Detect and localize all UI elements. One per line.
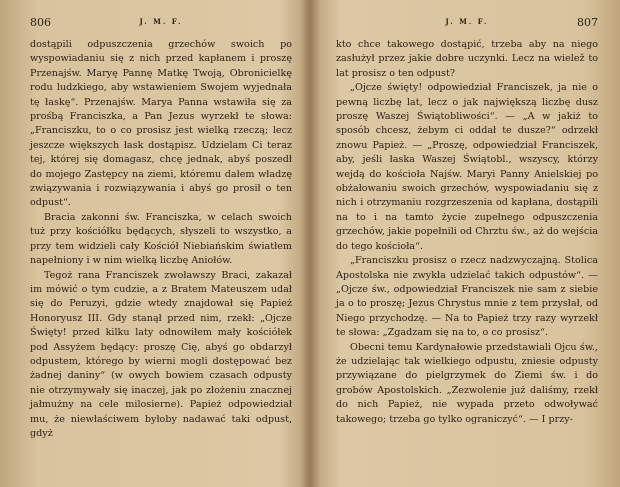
paragraph: Tegoż rana Franciszek zwoławszy Braci, zakazał im mówić o tym cudzie, a z Bratem Mateuszem udał się do Peruzyi, gdzie wtedy znajdował się Papież Honoryusz III. Gdy stanął przed nim, rzekł: „Ojcze Święty! przed kilku laty odnowiłem mały kościółek pod Assyżem będący: proszę Cię, abyś go obdarzył odpustem, którego by wierni mogli dostępować bez żadnej daniny“ (w owych bowiem czasach odpusty nie otrzymywały się inaczej, jak po złożeniu znacznej jałmużny na cele milosierne). Papież odpowiedział mu, że niewłaściwem byłoby nadawać taki odpust, gdyż <box>30 269 292 439</box>
page-number: 806 <box>30 16 51 29</box>
right-page-body <box>336 38 598 427</box>
page-number: 807 <box>577 16 598 29</box>
paragraph: dostąpili odpuszczenia grzechów swoich po wyspowiadaniu się z nich przed kapłanem i proszę Przenajśw. Maryę Pannę Matkę Twoją, Obronicielkę rodu ludzkiego, aby wstawieniem Swojem wyjednała tę łaskę“. Przenajśw. Marya Panna wstawiła się za prośbą Franciszka, a Pan Jezus wyrzekł te słowa: „Franciszku, to o co prosisz jest wielką rzeczą; lecz jeszcze większych łask dostąpisz. Udzielam Ci teraz tej, której się domagasz, chcę jednak, abyś poszedł do mojego Zastępcy na ziemi, któremu dałem władzę związywania i rozwiązywania i abyś go prosił o ten odpust“. <box>30 39 292 209</box>
running-head: J. M. F. <box>445 17 489 26</box>
paragraph: „Franciszku prosisz o rzecz nadzwyczajną. Stolica Apostolska nie zwykła udzielać takich odpustów“. — „Ojcze św., odpowiedział Franciszek nie sam z siebie ja o to proszę; Jezus Chrystus mnie z tem przysłał, od Niego przychodzę. — Na to Papież trzy razy wyrzekł te słowa: „Zgadzam się na to, o co prosisz“. <box>336 255 598 339</box>
running-head: J. M. F. <box>139 17 183 26</box>
paragraph: „Ojcze święty! odpowiedział Franciszek, ja nie o pewną liczbę lat, lecz o jak największą liczbę dusz proszę Waszej Świątobliwości“. — „A w jakiż to sposób chcesz, żebym ci oddał te dusze?“ odrzekł znowu Papież. — „Proszę, odpowiedział Franciszek, aby, jeśli łaska Waszej Świątobl., wszyscy, którzy wejdą do kościoła Najśw. Maryi Panny Anielskiej po obżałowaniu swoich grzechów, wyspowiadaniu się z nich i otrzymaniu rozgrzeszenia od kapłana, dostąpili na to i na tamto życie zupełnego odpuszczenia grzechów, jakie popełnili od Chrztu św., aż do wejścia do tego kościoła“. <box>336 82 598 252</box>
left-page-header <box>30 16 292 34</box>
paragraph: Obecni temu Kardynałowie przedstawiali Ojcu św., że udzielając tak wielkiego odpustu, zniesie odpusty przywiązane do pielgrzymek do Ziemi św. i do grobów Apostolskich. „Zezwolenie już daliśmy, rzekł do nich Papież, nie wypada przeto odwoływać takowego; trzeba go tylko ograniczyć“. — I przy- <box>336 341 598 425</box>
paragraph: kto chce takowego dostąpić, trzeba aby na niego zasłużył przez jakie dobre uczynki. Lecz na wielež to lat prosisz o ten odpust? <box>336 39 598 79</box>
paragraph: Bracia zakonni św. Franciszka, w celach swoich tuż przy kościółku będących, słyszeli to wszystko, a przy tem widzieli cały Kościół Niebiańskim światłem napełniony i w nim wielką liczbę Aniołów. <box>30 211 292 267</box>
right-page-header <box>336 16 598 34</box>
left-page-body <box>30 38 292 441</box>
right-page <box>310 0 620 487</box>
